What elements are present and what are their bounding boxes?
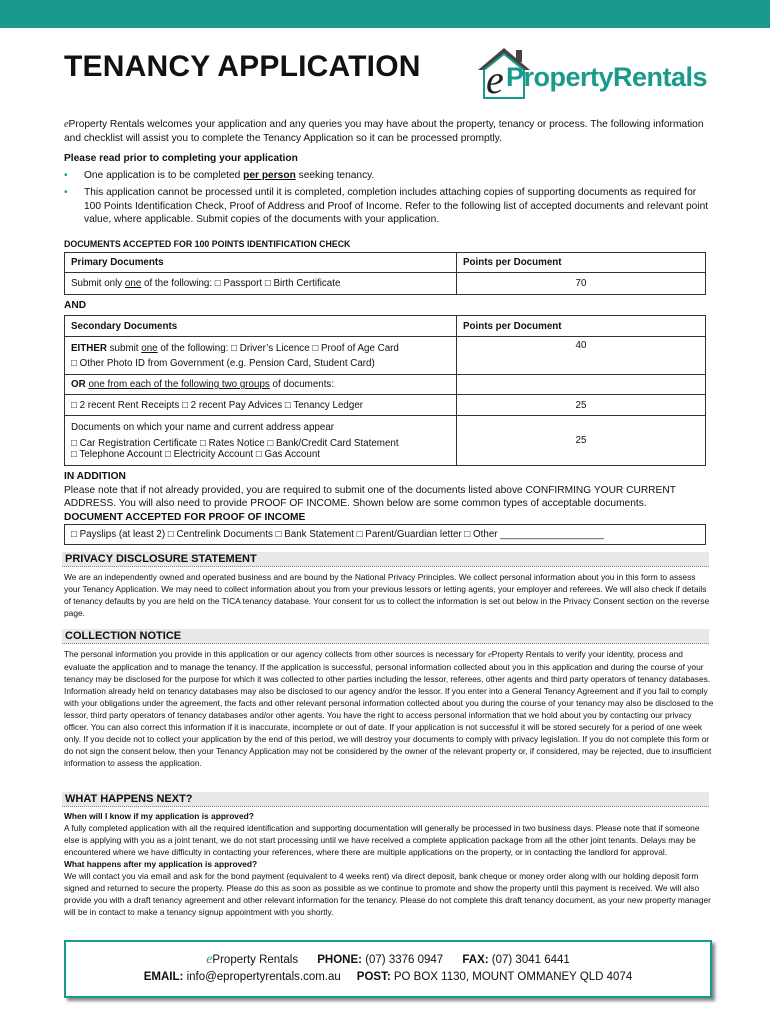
secondary-docs-table (64, 315, 706, 466)
read-prior-heading: Please read prior to completing your application (64, 153, 298, 164)
privacy-heading: PRIVACY DISCLOSURE STATEMENT (62, 552, 709, 567)
next-a1: A fully completed application with all the required identification and supporting documentation will generally be processed in two business days. Please note that if someone else is applying with you as a joint tenant, we do not start processing until we have received a complete application package from all the other joint tenants. Delays may be encountered where we have difficulty in contacting your references, where there are multiple applications on the property, or in contacting the landlord for approval. (64, 823, 700, 857)
primary-col1: Primary Documents (65, 253, 457, 273)
top-banner (0, 0, 770, 28)
secondary-or-row: OR one from each of the following two groups of documents: (65, 375, 457, 395)
read-prior-section (64, 152, 714, 227)
income-row[interactable]: □ Payslips (at least 2) □ Centrelink Documents □ Bank Statement □ Parent/Guardian letter □ Other ___________________ (65, 525, 706, 545)
next-a2: We will contact you via email and ask for the bond payment (equivalent to 4 weeks rent) via direct deposit, bank cheque or money order along with our holding deposit form signed and returned to secure the property. Please do this as soon as possible as we continue to promote and show the property until this payment is received. We will also provide you with a draft tenancy agreement and other relevant information for the tenancy. Please do not complete this draft tenancy document, as your new property manager will be in contact to make a tenancy signup appointment with you shortly. (64, 871, 711, 917)
income-table (64, 524, 706, 545)
in-addition-section (64, 470, 714, 524)
docs-heading: DOCUMENTS ACCEPTED FOR 100 POINTS IDENTIFICATION CHECK (64, 239, 351, 249)
footer-phone[interactable]: (07) 3376 0947 (365, 954, 444, 966)
logo-e: e (486, 57, 504, 102)
primary-col2: Points per Document (457, 253, 706, 273)
company-logo (474, 44, 708, 102)
privacy-text: We are an independently owned and operated business and are bound by the National Privacy Principles. We collect personal information about you in this form to assess your Tenancy Application. We may need to collect information about you from your previous lessors or letting agents, your employer and referees. We will also check if details of tenancy defaults by you are held on the TICA tenancy database. Your consent for us to collect the information is set out below in the Privacy Consent section on the reverse page. (64, 572, 710, 618)
next-q1: When will I know if my application is approved? (64, 811, 254, 821)
primary-docs-table (64, 252, 706, 295)
page-title: TENANCY APPLICATION (64, 50, 421, 83)
intro-e: e (64, 119, 69, 130)
income-heading: DOCUMENT ACCEPTED FOR PROOF OF INCOME (64, 511, 306, 523)
next-heading: WHAT HAPPENS NEXT? (62, 792, 709, 807)
secondary-group1-points: 25 (457, 395, 706, 416)
in-addition-heading: IN ADDITION (64, 471, 126, 482)
footer-brand: Property Rentals (212, 954, 299, 966)
and-label: AND (64, 300, 87, 311)
secondary-col1: Secondary Documents (65, 316, 457, 337)
contact-footer: eProperty Rentals PHONE: (07) 3376 0947 FAX: (07) 3041 6441 EMAIL: info@epropertyrentals.com.au POST: PO BOX 1130, MOUNT OMMANEY QLD 4074 (64, 940, 712, 998)
intro-paragraph (64, 118, 714, 145)
next-section (64, 810, 714, 918)
collection-heading: COLLECTION NOTICE (62, 629, 709, 644)
primary-row[interactable]: Submit only one of the following: □ Passport □ Birth Certificate (65, 273, 457, 295)
collection-text: The personal information you provide in this application or our agency collects from other sources is necessary for eProperty Rentals to verify your identity, process and evaluate the application and to manage the tenancy. If the application is successful, personal information collected about you in this application and during the course of your tenancy may be disclosed for the purpose for which it was collected to other parties including the lessor, referees, other agents and third party operators of tenancy databases. Information already held on tenancy databases may also be disclosed to our agency and/or the lessor. If you enter into a General Tenancy Agreement and if you fail to comply with your obligations under the agreement, the facts and other relevant personal information collected about you during the course of your tenancy may also be disclosed to the lessor, third party operators of tenancy databases and/or other agents. You have the right to access personal information that we hold about you by contacting our privacy officer. You can also correct this information if it is inaccurate, incomplete or out of date. If your application is not successful it will be stored securely for a period of one week only. If you decide not to collect your application by the end of this period, we will destroy your documents to comply with privacy legislation. If you do not complete this form or do not sign the consent below, then your Tenancy Application may not be considered by the owner of the relevant property or, if considered, may be rejected, due to insufficient information to assess the application. (64, 649, 714, 768)
in-addition-text: Please note that if not already provided, you are required to submit one of the documents listed above CONFIRMING YOUR CURRENT ADDRESS. You will also need to provide PROOF OF INCOME. Shown below are some common types of acceptable documents. (64, 484, 676, 509)
footer-e: e (206, 952, 213, 967)
footer-post: PO BOX 1130, MOUNT OMMANEY QLD 4074 (393, 971, 633, 983)
bullet-one-per-person: • One application is to be completed per person seeking tenancy. (64, 169, 714, 183)
primary-points: 70 (457, 273, 706, 295)
secondary-col2: Points per Document (457, 316, 706, 337)
secondary-either-row[interactable]: EITHER submit one of the following: □ Driver’s Licence □ Proof of Age Card □ Other Photo ID from Government (e.g. Pension Card, Student Card) (65, 337, 457, 375)
logo-text: PropertyRentals (506, 62, 708, 92)
bullet-processing: • This application cannot be processed until it is completed, completion includes attaching copies of supporting documents as required for 100 Points Identification Check, Proof of Address and Proof of Income. Refer to the following list of accepted documents and relevant point value, where applicable. Submit copies of the documents with your application. (64, 186, 714, 227)
secondary-group2-points: 25 (457, 416, 706, 466)
secondary-group2-row[interactable]: Documents on which your name and current address appear □ Car Registration Certificate □ Rates Notice □ Bank/Credit Card Statement □ Telephone Account □ Electricity Account □ Gas Account (65, 416, 457, 466)
secondary-either-points: 40 (457, 337, 706, 375)
footer-email[interactable]: info@epropertyrentals.com.au (186, 971, 341, 983)
secondary-group1-row[interactable]: □ 2 recent Rent Receipts □ 2 recent Pay Advices □ Tenancy Ledger (65, 395, 457, 416)
footer-fax: (07) 3041 6441 (491, 954, 570, 966)
next-q2: What happens after my application is approved? (64, 859, 258, 869)
intro-text: Property Rentals welcomes your application and any queries you may have about the property, tenancy or process. The following information and checklist will assist you to complete the Tenancy Application so it can be processed promptly. (64, 119, 704, 144)
